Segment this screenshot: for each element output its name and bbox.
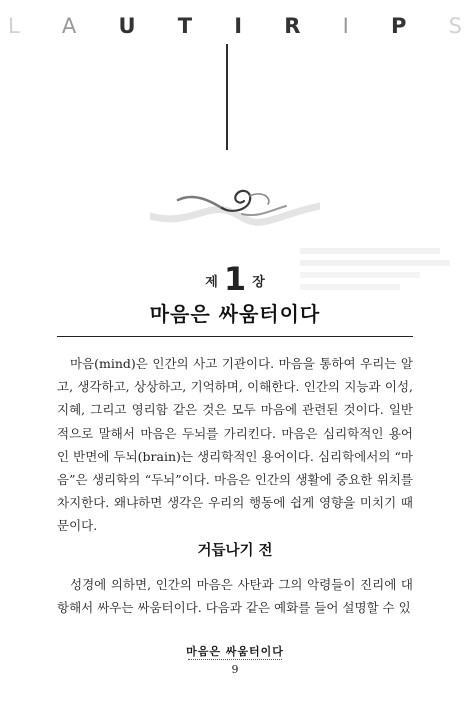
- page-number: 9: [231, 663, 239, 676]
- chapter-label: [0, 260, 470, 298]
- body-paragraph: 마음(mind)은 인간의 사고 기관이다. 마음을 통하여 우리는 알고, 생각하고, 상상하고, 기억하며, 이해한다. 인간의 지능과 이성, 지혜, 그리고 영리함 같은 것은 모두 마음에 관련된 것이다. 일반적으로 말해서 마음은 두뇌를 가리킨다. 마음은 심리학적인 용어인 반면에 두뇌(brain)는 생리학적인 용어이다. 심리학에서의 “마음”은 생리학의 “두뇌”이다. 마음은 인간의 생활에 중요한 위치를 차지한다. 왜냐하면 생각은 우리의 행동에 쉽게 영향을 미치기 때문이다.: [57, 356, 413, 534]
- chapter-prefix: 제: [205, 275, 218, 290]
- chapter-number: 1: [223, 260, 247, 298]
- section-paragraph: 성경에 의하면, 인간의 마음은 사탄과 그의 악령들이 진리에 대항해서 싸우는 싸움터이다. 다음과 같은 예화를 들어 설명할 수 있: [57, 577, 413, 616]
- header-letter: I: [234, 14, 245, 38]
- chapter-title: 마음은 싸움터이다: [149, 302, 321, 326]
- running-footer-title: 마음은 싸움터이다: [186, 645, 284, 658]
- header-letter: U: [118, 14, 138, 38]
- header-letter: L: [8, 14, 22, 38]
- footer-dotted-rule: [188, 659, 282, 660]
- header-letter: S: [448, 14, 464, 38]
- header-letter: T: [177, 14, 195, 38]
- swirl-ornament-icon: [150, 148, 320, 238]
- header-letter: R: [284, 14, 303, 38]
- header-letter: I: [342, 14, 351, 38]
- chapter-suffix: 장: [252, 275, 265, 290]
- header-letter: A: [61, 14, 79, 38]
- header-letters: [0, 14, 470, 38]
- body-text: [57, 352, 413, 538]
- section-body-text: [57, 573, 413, 619]
- section-heading: 거듭나기 전: [197, 543, 273, 559]
- decorative-vertical-line: [226, 44, 228, 150]
- header-letter: P: [390, 14, 409, 38]
- chapter-title-rule: [57, 336, 413, 337]
